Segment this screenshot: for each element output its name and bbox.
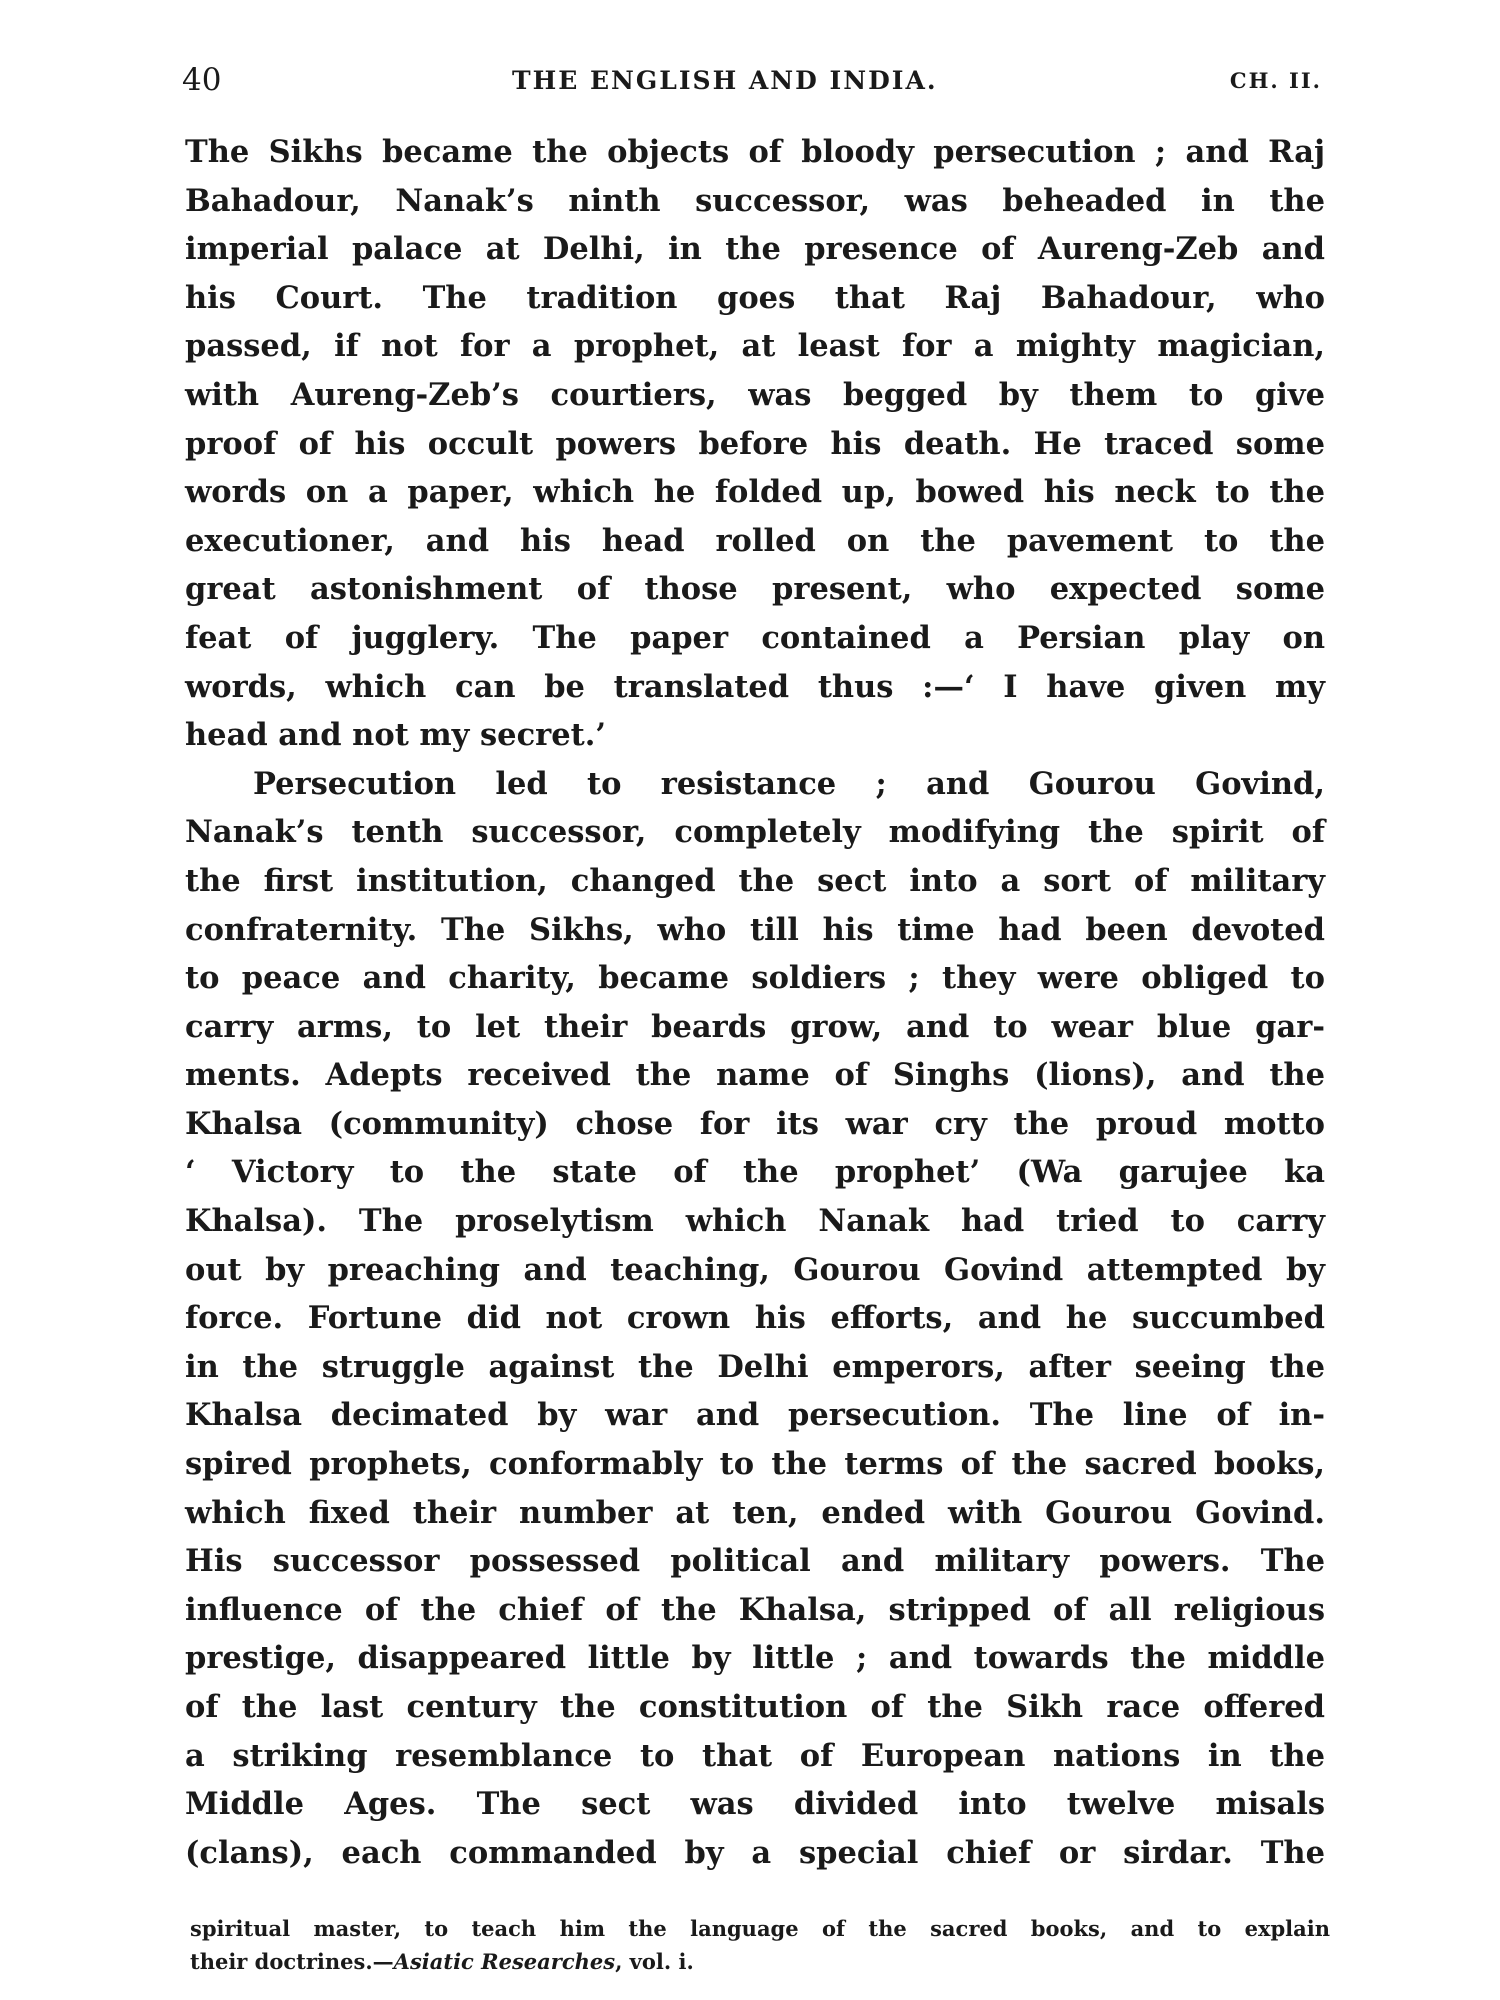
text-line: out by preaching and teaching, Gourou Govind attempted by — [185, 1251, 1325, 1288]
text-line: Middle Ages. The sect was divided into twelve misals — [185, 1786, 1325, 1823]
paragraph-start-line: Persecution led to resistance ; and Gourou Govind, — [253, 765, 1325, 802]
text-line: words, which can be translated thus :—‘ I have given my — [185, 668, 1325, 705]
text-line: confraternity. The Sikhs, who till his time had been devoted — [185, 911, 1325, 948]
text-line: in the struggle against the Delhi emperors, after seeing the — [185, 1348, 1325, 1385]
text-line: great astonishment of those present, who expected some — [185, 571, 1325, 608]
text-line: which fixed their number at ten, ended with Gourou Govind. — [185, 1494, 1325, 1531]
text-line: a striking resemblance to that of European nations in the — [185, 1737, 1325, 1774]
footnote-source-title: Asiatic Researches — [393, 1949, 616, 1974]
text-line: influence of the chief of the Khalsa, stripped of all religious — [185, 1591, 1325, 1628]
text-line: his Court. The tradition goes that Raj Bahadour, who — [185, 279, 1325, 316]
page-header — [182, 62, 1322, 102]
text-line: executioner, and his head rolled on the pavement to the — [185, 522, 1325, 559]
text-line: His successor possessed political and military powers. The — [185, 1543, 1325, 1580]
text-line: of the last century the constitution of the Sikh race offered — [185, 1689, 1325, 1725]
text-line: with Aureng-Zeb’s courtiers, was begged by them to give — [185, 376, 1325, 413]
text-line: to peace and charity, became soldiers ; they were obliged to — [185, 960, 1325, 997]
paragraph-end-line: head and not my secret.’ — [185, 717, 606, 754]
text-line: carry arms, to let their beards grow, and to wear blue gar- — [185, 1008, 1325, 1045]
text-line: the first institution, changed the sect into a sort of military — [185, 862, 1325, 899]
page-number: 40 — [182, 62, 222, 98]
text-line: Bahadour, Nanak’s ninth successor, was beheaded in the — [185, 182, 1325, 219]
text-line: prestige, disappeared little by little ; and towards the middle — [185, 1640, 1325, 1677]
text-line: imperial palace at Delhi, in the presence of Aureng-Zeb and — [185, 231, 1325, 268]
text-line: ments. Adepts received the name of Singhs (lions), and the — [185, 1057, 1325, 1094]
text-line: Khalsa decimated by war and persecution. The line of in- — [185, 1397, 1325, 1434]
text-line: words on a paper, which he folded up, bowed his neck to the — [185, 474, 1325, 511]
text-line: force. Fortune did not crown his efforts, and he succumbed — [185, 1300, 1325, 1337]
text-line: Nanak’s tenth successor, completely modifying the spirit of — [185, 814, 1325, 851]
running-title: THE ENGLISH AND INDIA. — [512, 66, 938, 95]
text-line: (clans), each commanded by a special chief or sirdar. The — [185, 1834, 1325, 1871]
body-text — [185, 128, 1325, 1877]
text-line: Khalsa). The proselytism which Nanak had tried to carry — [185, 1203, 1325, 1240]
text-line: feat of jugglery. The paper contained a Persian play on — [185, 619, 1325, 656]
text-line: spired prophets, conformably to the terms of the sacred books, — [185, 1446, 1325, 1483]
footnote — [190, 1912, 1330, 1978]
footnote-line-citation — [190, 1945, 1330, 1978]
text-line: The Sikhs became the objects of bloody persecution ; and Raj — [185, 134, 1325, 170]
text-line: passed, if not for a prophet, at least for a mighty magician, — [185, 328, 1325, 365]
text-line: ‘ Victory to the state of the prophet’ (Wa garujee ka — [185, 1154, 1325, 1191]
footnote-volume: , vol. i. — [615, 1949, 694, 1974]
footnote-line: spiritual master, to teach him the language of the sacred books, and to explain — [190, 1916, 1330, 1941]
text-line: Khalsa (community) chose for its war cry the proud motto — [185, 1105, 1325, 1142]
footnote-text: their doctrines.— — [190, 1949, 394, 1974]
chapter-reference: CH. II. — [1229, 68, 1322, 93]
text-line: proof of his occult powers before his death. He traced some — [185, 425, 1325, 462]
